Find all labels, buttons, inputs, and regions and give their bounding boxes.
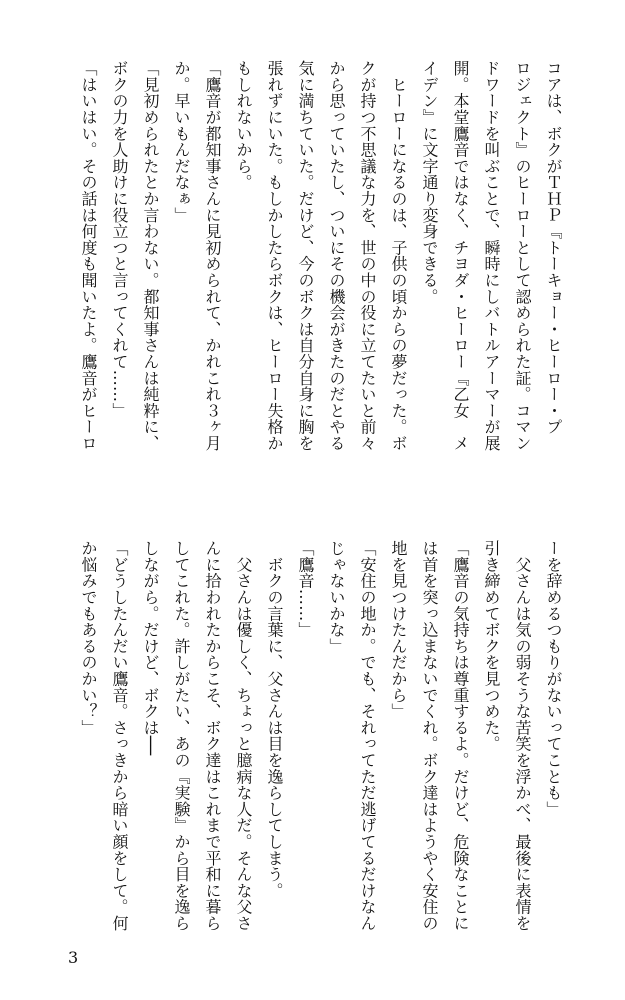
text-column: ヒーローになるのは、子供の頃からの夢だった。ボ [389, 60, 408, 452]
text-column: 「鷹音……」 [296, 540, 315, 638]
text-column: ボクの言葉に、父さんは目を逸らしてしまう。 [265, 540, 284, 899]
text-column: 父さんは優しく、ちょっと臆病な人だ。そんな父さ [234, 540, 253, 932]
text-column: から思っていたし、ついにその機会がきたのだとやる [327, 60, 346, 452]
text-column: もしれないから。 [234, 60, 253, 191]
bottom-text-tier [74, 540, 570, 970]
page-number: 3 [68, 948, 79, 967]
text-column: は首を突っ込まないでくれ。ボク達はようやく安住の [420, 540, 439, 932]
top-text-tier [74, 60, 570, 520]
text-column: 「鷹音の気持ちは尊重するよ。だけど、危険なことに [451, 540, 470, 932]
text-column: か。早いもんだなぁ」 [172, 60, 191, 223]
text-column: じゃないかな」 [327, 540, 346, 655]
text-column: ボクの力を人助けに役立つと言ってくれて……」 [110, 60, 129, 419]
text-column: しながら。だけど、ボクは── [141, 540, 160, 756]
text-column: 父さんは気の弱そうな苦笑を浮かべ、最後に表情を [513, 540, 532, 932]
text-column: ーを辞めるつもりがないってことも」 [544, 540, 563, 818]
text-column: ドワードを叫ぶことで、瞬時にしバトルアーマーが展 [482, 60, 501, 452]
text-column: 「見初められたとか言わない。都知事さんは純粋に、 [141, 60, 160, 452]
text-column: 地を見つけたんだから」 [389, 540, 408, 720]
text-column: 張れずにいた。もしかしたらボクは、ヒーロー失格か [265, 60, 284, 452]
text-column: 「安住の地か。でも、それってただ逃げてるだけなん [358, 540, 377, 932]
text-column: ロジェクト』のヒーローとして認められた証。コマン [513, 60, 532, 452]
text-column: してこれた。許しがたい、あの『実験』から目を逸ら [172, 540, 191, 932]
text-column: イデン』に文字通り変身できる。 [420, 60, 439, 305]
text-column: 「鷹音が都知事さんに見初められて、かれこれ３ヶ月 [203, 60, 222, 452]
text-column: 開。本堂鷹音ではなく、チヨダ・ヒーロー『乙女 メ [451, 60, 470, 452]
text-column: コアは、ボクがＴＨＰ『トーキョー・ヒーロー・プ [544, 60, 563, 435]
text-column: か悩みでもあるのかい？」 [79, 540, 98, 736]
text-column: 気に満ちていた。だけど、今のボクは自分自身に胸を [296, 60, 315, 452]
text-column: んに拾われたからこそ、ボク達はこれまで平和に暮ら [203, 540, 222, 932]
text-column: 「はいはい。その話は何度も聞いたよ。鷹音がヒーロ [79, 60, 98, 452]
text-column: クが持つ不思議な力を、世の中の役に立てたいと前々 [358, 60, 377, 452]
text-column: 「どうしたんだい鷹音。さっきから暗い顔をして。何 [110, 540, 129, 932]
text-column: 引き締めてボクを見つめた。 [482, 540, 501, 752]
